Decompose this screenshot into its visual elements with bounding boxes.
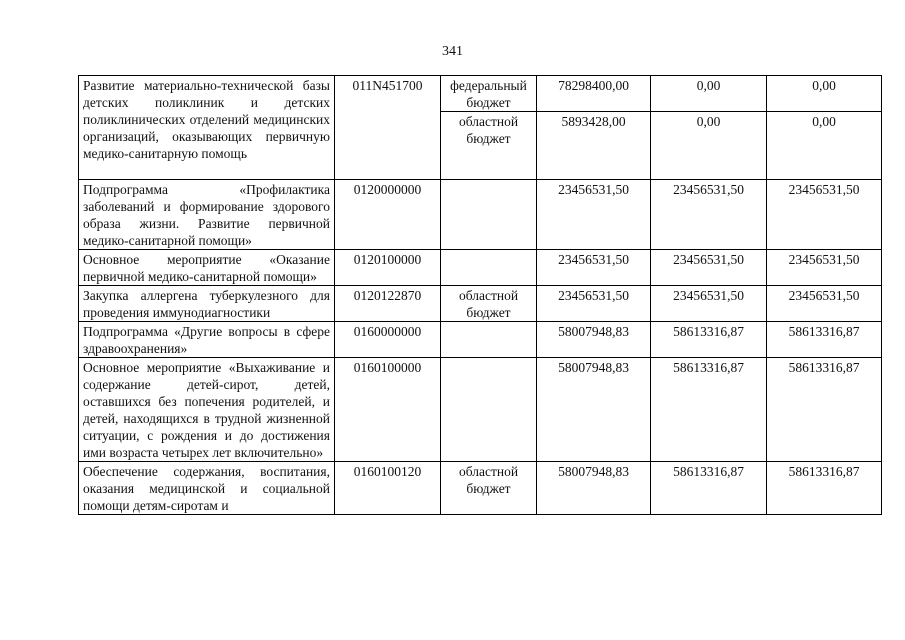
table-row — [79, 180, 882, 250]
table-row — [79, 322, 882, 358]
row-code: 0120122870 — [335, 286, 441, 322]
row-code: 011N451700 — [335, 76, 441, 180]
row-source: федеральный бюджет — [441, 76, 537, 112]
row-source: областной бюджет — [441, 286, 537, 322]
row-name: Развитие материально-технической базы детских поликлиник и детских поликлинических отделений медицинских организаций, оказывающих первичную медико-санитарную помощь — [79, 76, 335, 180]
row-value-3: 23456531,50 — [767, 286, 882, 322]
row-value-3: 0,00 — [767, 76, 882, 112]
row-source — [441, 180, 537, 250]
row-value-3: 58613316,87 — [767, 462, 882, 515]
row-value-2: 23456531,50 — [651, 180, 767, 250]
row-value-1: 5893428,00 — [537, 112, 651, 180]
row-name: Закупка аллергена туберкулезного для проведения иммунодиагностики — [79, 286, 335, 322]
row-name: Обеспечение содержания, воспитания, оказания медицинской и социальной помощи детям-сиротам и — [79, 462, 335, 515]
row-code: 0120100000 — [335, 250, 441, 286]
row-code: 0160000000 — [335, 322, 441, 358]
row-value-1: 58007948,83 — [537, 358, 651, 462]
row-name: Основное мероприятие «Оказание первичной медико-санитарной помощи» — [79, 250, 335, 286]
row-value-2: 0,00 — [651, 76, 767, 112]
row-value-3: 58613316,87 — [767, 358, 882, 462]
row-value-2: 58613316,87 — [651, 322, 767, 358]
budget-table — [78, 75, 882, 515]
row-name: Подпрограмма «Профилактика заболеваний и формирование здорового образа жизни. Развитие первичной медико-санитарной помощи» — [79, 180, 335, 250]
row-source — [441, 322, 537, 358]
row-code: 0160100120 — [335, 462, 441, 515]
table-row — [79, 462, 882, 515]
page-number: 341 — [442, 44, 463, 59]
row-source: областной бюджет — [441, 462, 537, 515]
row-value-1: 58007948,83 — [537, 462, 651, 515]
row-name: Подпрограмма «Другие вопросы в сфере здравоохранения» — [79, 322, 335, 358]
row-value-3: 58613316,87 — [767, 322, 882, 358]
row-value-1: 23456531,50 — [537, 180, 651, 250]
row-value-2: 0,00 — [651, 112, 767, 180]
table-row — [79, 358, 882, 462]
row-source — [441, 250, 537, 286]
row-value-1: 78298400,00 — [537, 76, 651, 112]
row-value-3: 0,00 — [767, 112, 882, 180]
table-row — [79, 76, 882, 112]
row-value-1: 23456531,50 — [537, 286, 651, 322]
row-value-2: 58613316,87 — [651, 358, 767, 462]
row-name: Основное мероприятие «Выхаживание и содержание детей-сирот, детей, оставшихся без попечения родителей, и детей, находящихся в трудной жизненной ситуации, с рождения и до достижения ими возраста четырех лет включительно» — [79, 358, 335, 462]
row-source — [441, 358, 537, 462]
row-code: 0160100000 — [335, 358, 441, 462]
row-value-3: 23456531,50 — [767, 250, 882, 286]
row-value-1: 58007948,83 — [537, 322, 651, 358]
table-row — [79, 286, 882, 322]
row-value-2: 58613316,87 — [651, 462, 767, 515]
row-code: 0120000000 — [335, 180, 441, 250]
row-value-2: 23456531,50 — [651, 286, 767, 322]
row-source: областной бюджет — [441, 112, 537, 180]
row-value-1: 23456531,50 — [537, 250, 651, 286]
table-row — [79, 250, 882, 286]
row-value-2: 23456531,50 — [651, 250, 767, 286]
row-value-3: 23456531,50 — [767, 180, 882, 250]
